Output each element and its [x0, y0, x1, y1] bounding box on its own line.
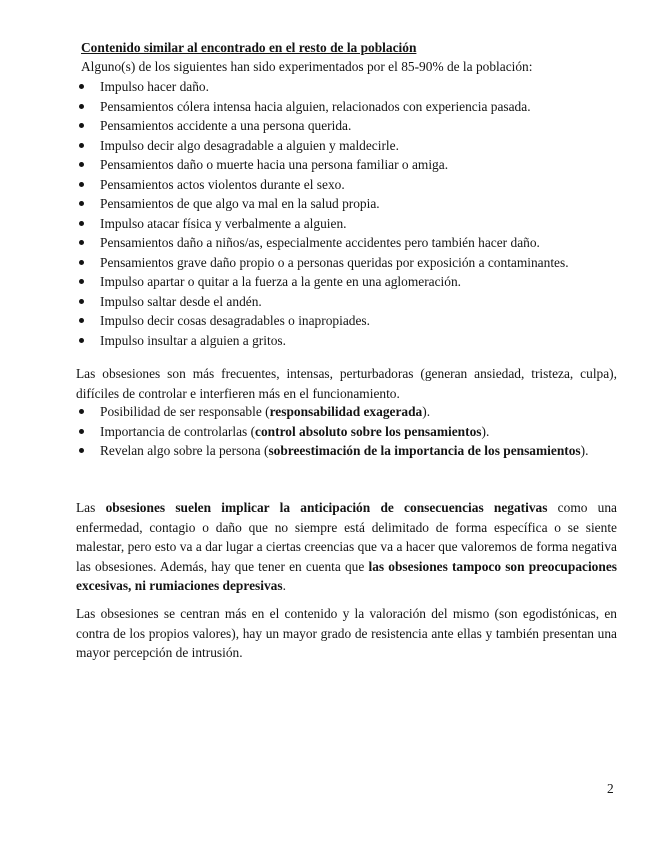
paragraph-text: como una enfermedad, contagio o daño que no siempre está delimitado de forma específica o se siente malestar, pero esto va a dar lugar a ciertas creencias que va a hacer que valoremos de forma negativa las obsesiones. Además, hay que tener en cuenta que: [76, 500, 618, 574]
reason-text: Importancia de controlarlas (: [100, 423, 256, 439]
list-item: Pensamientos grave daño propio o a personas queridas por exposición a contaminantes.: [76, 253, 624, 273]
list-item: [76, 422, 617, 442]
reasons-list: [76, 402, 617, 461]
reason-text: Posibilidad de ser responsable (: [100, 404, 270, 419]
paragraph-frequency: Las obsesiones son más frecuentes, intensas, perturbadoras (generan ansiedad, tristeza, culpa), difíciles de controlar e interfieren más en el funcionamiento.: [76, 366, 617, 401]
list-item: Impulso atacar física y verbalmente a alguien.: [76, 214, 624, 234]
list-item: Impulso insultar a alguien a gritos.: [76, 331, 624, 351]
paragraph-text: .: [282, 578, 286, 593]
list-item: Pensamientos actos violentos durante el sexo.: [76, 175, 624, 195]
list-item: Pensamientos daño o muerte hacia una persona familiar o amiga.: [76, 155, 624, 175]
list-item: Pensamientos cólera intensa hacia alguien, relacionados con experiencia pasada.: [76, 97, 624, 117]
paragraph-emphasis: obsesiones suelen implicar la anticipación de consecuencias negativas: [105, 500, 548, 515]
list-item: Impulso decir cosas desagradables o inapropiades.: [76, 311, 624, 331]
list-item: Pensamientos de que algo va mal en la salud propia.: [76, 194, 624, 214]
list-item: Impulso saltar desde el andén.: [76, 292, 624, 312]
reason-text: Revelan algo sobre la persona (: [100, 443, 269, 458]
paragraph-anticipation: [76, 498, 617, 596]
paragraph-text: Las: [76, 500, 106, 515]
reason-emphasis: responsabilidad exagerada: [269, 404, 423, 419]
reason-end: ).: [422, 404, 431, 419]
reason-emphasis: sobreestimación de la importancia de los pensamientos: [268, 443, 581, 458]
section-title: Contenido similar al encontrado en el resto de la población: [81, 40, 417, 55]
section-intro: Alguno(s) de los siguientes han sido experimentados por el 85-90% de la población:: [81, 59, 533, 74]
list-item: [76, 441, 617, 461]
list-item: Pensamientos accidente a una persona querida.: [76, 116, 624, 136]
paragraph-emphasis: las obsesiones tampoco son preocupaciones excesivas, ni rumiaciones depresivas: [76, 558, 617, 593]
experiences-list: [76, 77, 624, 350]
reason-emphasis: control absoluto sobre los pensamientos: [255, 423, 482, 439]
reason-end: ).: [481, 423, 490, 439]
paragraph-content: Las obsesiones se centran más en el contenido y la valoración del mismo (son egodistónicas, en contra de los propios valores), hay un mayor grado de resistencia ante ellas y también presentan una mayor percepción de intrusión.: [76, 606, 617, 660]
list-item: [76, 402, 617, 422]
list-item: Impulso apartar o quitar a la fuerza a la gente en una aglomeración.: [76, 272, 624, 292]
page-number: 2: [607, 781, 614, 796]
reason-end: ).: [580, 443, 589, 458]
list-item: Impulso decir algo desagradable a alguien y maldecirle.: [76, 136, 624, 156]
list-item: Pensamientos daño a niños/as, especialmente accidentes pero también hacer daño.: [76, 233, 624, 253]
list-item: Impulso hacer daño.: [76, 77, 624, 97]
